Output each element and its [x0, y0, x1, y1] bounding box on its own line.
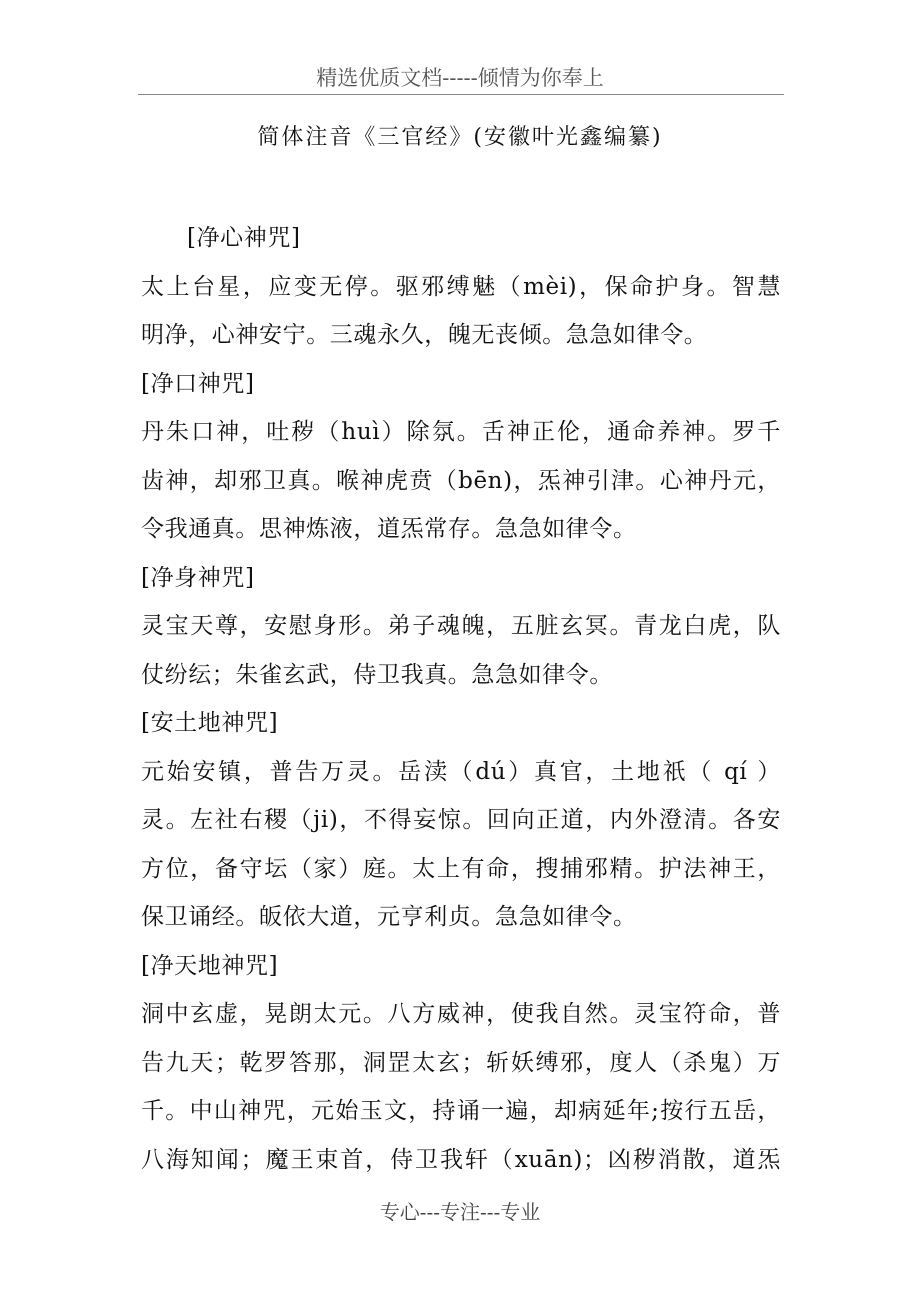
text-line: 告九天；乾罗答那，洞罡太玄；斩妖缚邪，度人（杀鬼）万: [141, 1049, 781, 1076]
page-footer: 专心---专注---专业: [379, 1200, 541, 1224]
text-line: 千。中山神咒，元始玉文，持诵一遍，却病延年;按行五岳，: [141, 1098, 781, 1124]
text-line: 灵宝天尊，安慰身形。弟子魂魄，五脏玄冥。青龙白虎，队: [141, 613, 781, 639]
document-body: [141, 214, 781, 1184]
text-line: 仗纷纭；朱雀玄武，侍卫我真。急急如律令。: [141, 661, 613, 688]
text-line: 八海知闻；魔王束首，侍卫我轩（xuān)；凶秽消散，道炁: [141, 1146, 781, 1173]
text-line: 丹朱口神，吐秽（huì）除氛。舌神正伦，通命养神。罗千: [141, 419, 781, 445]
text-line: 方位，备守坛（家）庭。太上有命，搜捕邪精。护法神王，: [141, 855, 781, 882]
section-heading: [净口神咒]: [141, 370, 255, 397]
text-line: 太上台星，应变无停。驱邪缚魅（mèi)，保命护身。智慧: [141, 273, 781, 300]
text-line: 齿神，却邪卫真。喉神虎贲（bēn)，炁神引津。心神丹元，: [141, 467, 781, 494]
text-line: 令我通真。思神炼液，道炁常存。急急如律令。: [141, 516, 637, 542]
page-header: 精选优质文档-----倾情为你奉上: [316, 66, 604, 90]
section-heading: [安土地神咒]: [141, 710, 279, 736]
section-heading: [净心神咒]: [187, 225, 301, 251]
text-line: 保卫诵经。皈依大道，元亨利贞。急急如律令。: [141, 904, 637, 930]
text-line: 洞中玄虚，晃朗太元。八方威神，使我自然。灵宝符命，普: [141, 1001, 781, 1027]
text-line: 明净，心神安宁。三魂永久，魄无丧倾。急急如律令。: [141, 322, 708, 348]
header-divider: [138, 94, 784, 95]
text-line: 灵。左社右稷（ji)，不得妄惊。回向正道，内外澄清。各安: [141, 807, 781, 833]
section-heading: [净身神咒]: [141, 564, 255, 591]
section-heading: [净天地神咒]: [141, 952, 279, 979]
text-line: 元始安镇，普告万灵。岳渎（dú）真官，土地祇（ qí ）: [141, 758, 781, 785]
document-title: 简体注音《三官经》(安徽叶光鑫编纂): [257, 125, 663, 150]
